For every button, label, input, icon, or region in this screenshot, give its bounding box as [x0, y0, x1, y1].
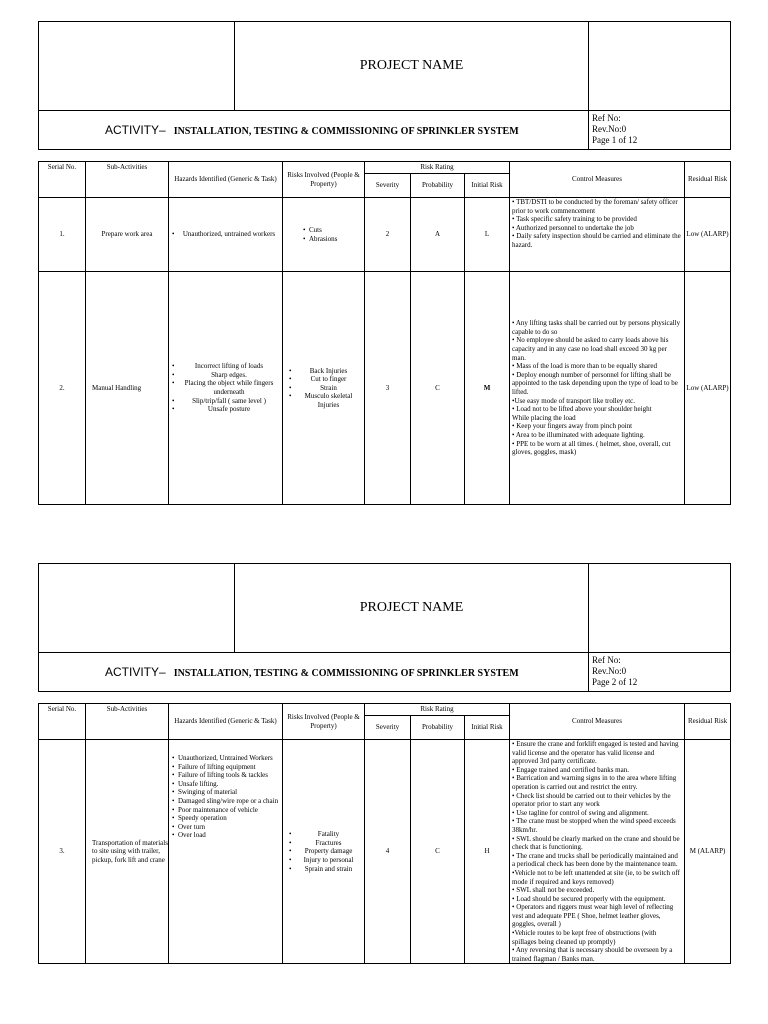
hazard-item: • Placing the object while fingers underneath	[178, 379, 280, 396]
risk-item: • Abrasions	[309, 235, 362, 244]
hazard-item: • Over load	[178, 831, 280, 840]
risk-item: • Cut to finger	[295, 375, 362, 384]
col-severity: Severity	[365, 716, 411, 740]
risk-assessment-table	[38, 703, 731, 964]
col-severity: Severity	[365, 174, 411, 198]
risk-item: • Property damage	[295, 847, 362, 856]
severity-cell: 2	[365, 198, 411, 272]
control-item: • The crane must be stopped when the wind speed exceeds 38km/hr.	[512, 817, 676, 834]
risk-item: • Strain	[295, 384, 362, 393]
col-serial: Serial No.	[39, 162, 86, 198]
document-reference	[589, 111, 731, 150]
control-item: • Any lifting tasks shall be carried out by persons physically capable to do so	[512, 319, 681, 336]
sub-activity-cell: Transportation of materials to site using with trailer, pickup, fork lift and crane	[86, 740, 169, 964]
control-item: • Mass of the load is more than to be equally shared	[512, 362, 657, 371]
control-item: • SWL shall not be exceeded.	[512, 886, 595, 895]
serial-cell: 2.	[39, 272, 86, 505]
control-item: • The crane and trucks shall be periodically maintained and a periodical check has been done by the maintenance team.	[512, 851, 678, 869]
control-item: • Ensure the crane and forklift engaged is tested and having valid license and the operator has valid license and approved 3rd party certificate.	[512, 740, 679, 766]
risk-item: • Sprain and strain	[295, 865, 362, 874]
control-item: • Keep your fingers away from pinch point	[512, 422, 633, 431]
hazards-cell	[169, 198, 283, 272]
col-risks: Risks Involved (People & Property)	[283, 704, 365, 740]
activity-title	[39, 653, 589, 692]
col-serial: Serial No.	[39, 704, 86, 740]
hazards-cell	[169, 740, 283, 964]
control-item: • Any reversing that is necessary should be overseen by a trained flagman / Banks man.	[512, 946, 673, 963]
risk-item: • Musculo skeletal Injuries	[295, 392, 362, 409]
table-row	[39, 198, 731, 272]
col-sub-activities: Sub-Activities	[86, 162, 169, 198]
control-item: •Use easy mode of transport like trolley etc.	[512, 396, 635, 405]
control-item: • SWL should be clearly marked on the crane and should be check that is functioning.	[512, 834, 680, 852]
hazard-item: • Failure of lifting tools & tackles	[178, 771, 280, 780]
sub-activity-cell: Prepare work area	[86, 198, 169, 272]
risk-assessment-table	[38, 161, 731, 505]
severity-cell: 4	[365, 740, 411, 964]
table-row	[39, 740, 731, 964]
control-item: • Operators and riggers must wear high level of reflecting vest and adequate PPE ( Shoe, helmet leather gloves, goggles, overall )	[512, 903, 674, 929]
table-row	[39, 272, 731, 505]
control-item: • Load should be secured properly with the equipment.	[512, 894, 666, 903]
control-item: • No employee should be asked to carry loads above his capacity and in any case no load shall exceed 30 kg per man.	[512, 336, 669, 362]
col-residual-risk: Residual Risk	[685, 704, 731, 740]
control-item: • Authorized personnel to undertake the job	[512, 223, 634, 232]
severity-cell: 3	[365, 272, 411, 505]
activity-name: INSTALLATION, TESTING & COMMISSIONING OF SPRINKLER SYSTEM	[173, 126, 519, 137]
residual-risk-cell: Low (ALARP)	[685, 272, 731, 505]
hazard-item: • Over turn	[178, 823, 280, 832]
page-header	[38, 21, 731, 150]
hazard-item: • Unauthorized, Untrained Workers	[178, 754, 280, 763]
risk-item: • Injury to personal	[295, 856, 362, 865]
col-hazards: Hazards Identified (Generic & Task)	[169, 704, 283, 740]
control-measures-cell	[510, 272, 685, 505]
hazard-item: • Swinging of material	[178, 788, 280, 797]
probability-cell: C	[411, 272, 465, 505]
col-risk-rating: Risk Rating	[365, 162, 510, 174]
residual-risk-cell: Low (ALARP)	[685, 198, 731, 272]
risk-item: • Fatality	[295, 830, 362, 839]
risks-cell	[283, 272, 365, 505]
project-name: PROJECT NAME	[235, 564, 589, 653]
hazard-item: • Failure of lifting equipment	[178, 763, 280, 772]
logo-box-right	[589, 22, 731, 111]
control-item: • Deploy enough number of personnel for lifting shall be appointed to the task depending upon the type of load to be lifted.	[512, 370, 678, 396]
col-control-measures: Control Measures	[510, 704, 685, 740]
risk-item: • Fractures	[295, 839, 362, 848]
logo-box-left	[39, 22, 235, 111]
control-item: • Load not to be lifted above your shoulder height	[512, 405, 652, 414]
col-risks: Risks Involved (People & Property)	[283, 162, 365, 198]
hazard-item: • Speedy operation	[178, 814, 280, 823]
document-reference	[589, 653, 731, 692]
control-measures-cell	[510, 198, 685, 272]
rev-no: Rev.No:0	[592, 124, 627, 134]
control-item: • Check list should be carried out to their vehicles by the operator prior to start any work	[512, 791, 671, 809]
page-number: Page 2 of 12	[592, 677, 638, 687]
col-probability: Probability	[411, 174, 465, 198]
risks-cell	[283, 198, 365, 272]
activity-label: ACTIVITY–	[105, 123, 166, 137]
control-measures-cell	[510, 740, 685, 964]
hazard-item: • Unsafe lifting.	[178, 780, 280, 789]
logo-box-left	[39, 564, 235, 653]
hazard-item: • Poor maintenance of vehicle	[178, 806, 280, 815]
control-item: • PPE to be worn at all times. ( helmet, shoe, overall, cut gloves, goggles, mask)	[512, 439, 671, 457]
control-item: • Engage trained and certified banks man.	[512, 765, 629, 774]
control-item: • Task specific safety training to be provided	[512, 215, 637, 224]
initial-risk-cell: M	[465, 272, 510, 505]
col-sub-activities: Sub-Activities	[86, 704, 169, 740]
activity-label: ACTIVITY–	[105, 665, 166, 679]
col-probability: Probability	[411, 716, 465, 740]
ref-no: Ref No:	[592, 655, 621, 665]
serial-cell: 3.	[39, 740, 86, 964]
risk-item: • Cuts	[309, 226, 362, 235]
control-item: •Vehicle not to be left unattended at site (ie, to be switch off mode if required and keys removed)	[512, 868, 680, 886]
risk-item: • Back Injuries	[295, 367, 362, 376]
control-item: • Area to be illuminated with adequate lighting.	[512, 430, 645, 439]
control-item: • TBT/DSTI to be conducted by the foreman/ safety officer prior to work commencement	[512, 198, 678, 215]
col-control-measures: Control Measures	[510, 162, 685, 198]
col-risk-rating: Risk Rating	[365, 704, 510, 716]
col-hazards: Hazards Identified (Generic & Task)	[169, 162, 283, 198]
document-page-2	[38, 563, 730, 964]
sub-activity-cell: Manual Handling	[86, 272, 169, 505]
col-residual-risk: Residual Risk	[685, 162, 731, 198]
risks-cell	[283, 740, 365, 964]
col-initial-risk: Initial Risk	[465, 716, 510, 740]
residual-risk-cell: M (ALARP)	[685, 740, 731, 964]
hazards-cell	[169, 272, 283, 505]
activity-name: INSTALLATION, TESTING & COMMISSIONING OF SPRINKLER SYSTEM	[173, 668, 519, 679]
document-page-1	[38, 21, 730, 505]
activity-title	[39, 111, 589, 150]
hazard-item: • Slip/trip/fall ( same level )	[178, 397, 280, 406]
rev-no: Rev.No:0	[592, 666, 627, 676]
probability-cell: C	[411, 740, 465, 964]
page-number: Page 1 of 12	[592, 135, 638, 145]
serial-cell: 1.	[39, 198, 86, 272]
hazard-item: • Incorrect lifting of loads	[178, 362, 280, 371]
control-item: • Barrication and warning signs in to the area where lifting operation is carried out and restrict the entry.	[512, 774, 677, 791]
hazard-item: • Unsafe posture	[178, 405, 280, 414]
hazard-item: • Sharp edges.	[178, 371, 280, 380]
control-item: •Vehicle routes to be kept free of obstructions (with spillages being cleaned up promptly)	[512, 929, 657, 946]
ref-no: Ref No:	[592, 113, 621, 123]
probability-cell: A	[411, 198, 465, 272]
control-item: While placing the load	[512, 413, 576, 422]
control-item: • Daily safety inspection should be carried and eliminate the hazard.	[512, 232, 681, 249]
initial-risk-cell: L	[465, 198, 510, 272]
col-initial-risk: Initial Risk	[465, 174, 510, 198]
page-header	[38, 563, 731, 692]
control-item: • Use tagline for control of swing and alignment.	[512, 808, 649, 817]
hazard-item: • Damaged sling/wire rope or a chain	[178, 797, 280, 806]
logo-box-right	[589, 564, 731, 653]
hazard-item: • Unauthorized, untrained workers	[178, 230, 280, 239]
initial-risk-cell: H	[465, 740, 510, 964]
project-name: PROJECT NAME	[235, 22, 589, 111]
